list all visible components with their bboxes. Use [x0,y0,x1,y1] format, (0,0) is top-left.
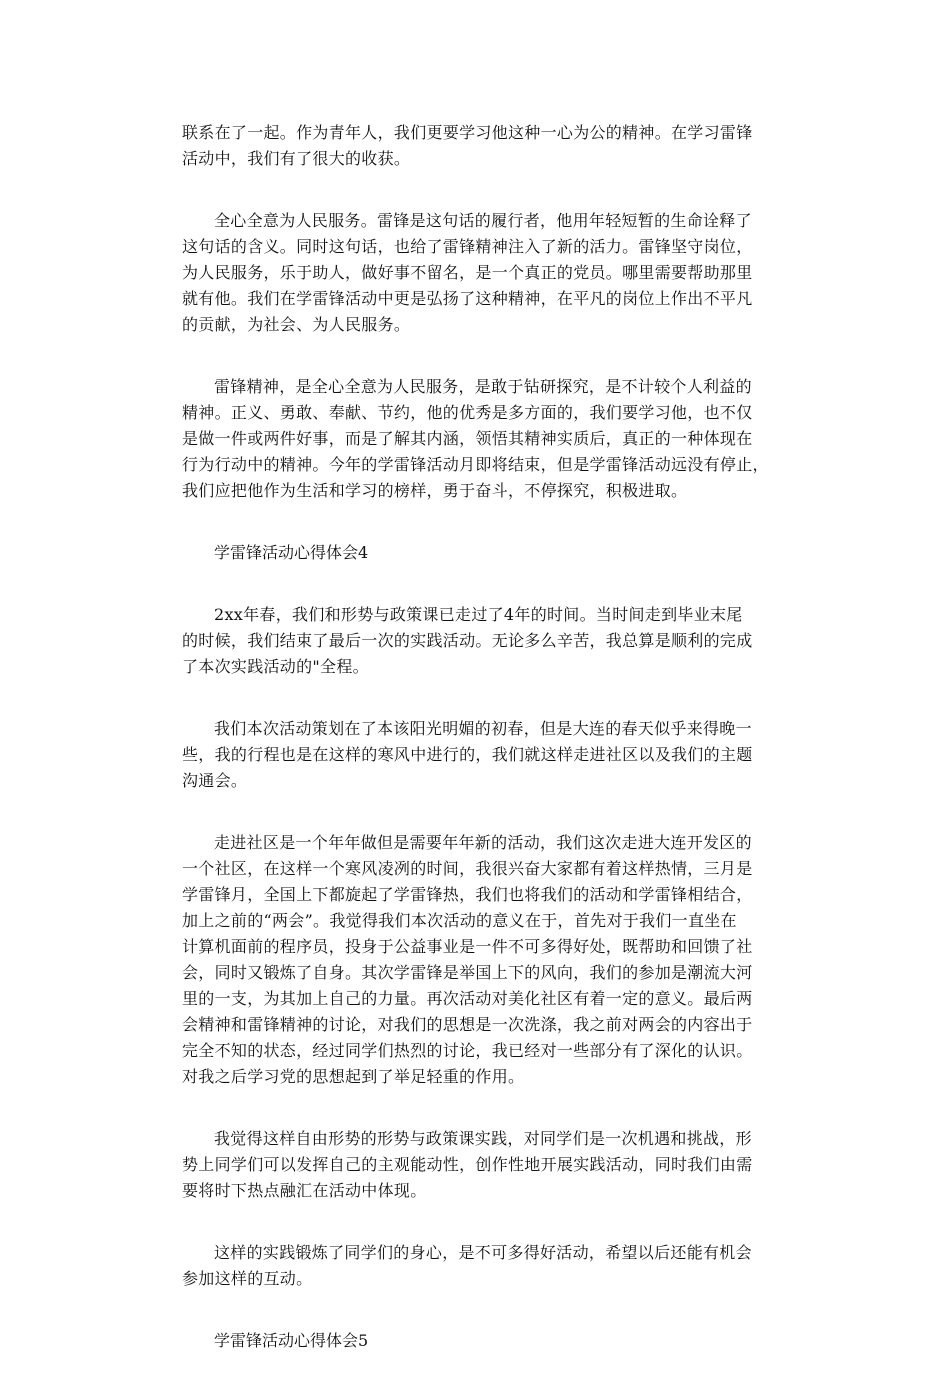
paragraph-line: 完全不知的状态，经过同学们热烈的讨论，我已经对一些部分有了深化的认识。 [182,1041,753,1060]
paragraph-line: 活动中，我们有了很大的收获。 [182,149,411,168]
paragraph-line: 沟通会。 [182,771,248,790]
paragraph-line: 的贡献，为社会、为人民服务。 [182,315,411,334]
paragraph [182,1240,780,1292]
paragraph-line: 雷锋精神，是全心全意为人民服务，是敢于钻研探究，是不计较个人利益的 [214,377,752,396]
section-heading [182,1328,780,1354]
paragraph-line: 行为行动中的精神。今年的学雷锋活动月即将结束，但是学雷锋活动远没有停止， [182,455,769,474]
paragraph-line: 加上之前的“两会”。我觉得我们本次活动的意义在于，首先对于我们一直坐在 [182,911,737,930]
paragraph [182,374,780,504]
paragraph-line: 我们本次活动策划在了本该阳光明媚的初春，但是大连的春天似乎来得晚一 [214,719,752,738]
section-heading [182,540,780,566]
paragraph-line: 走进社区是一个年年做但是需要年年新的活动，我们这次走进大连开发区的 [214,833,752,852]
paragraph-line: 会精神和雷锋精神的讨论，对我们的思想是一次洗涤，我之前对两会的内容出于 [182,1015,753,1034]
paragraph-line: 我觉得这样自由形势的形势与政策课实践，对同学们是一次机遇和挑战，形 [214,1129,752,1148]
paragraph-line: 精神。正义、勇敢、奉献、节约，他的优秀是多方面的，我们要学习他，也不仅 [182,403,753,422]
paragraph-line: 为人民服务，乐于助人，做好事不留名，是一个真正的党员。哪里需要帮助那里 [182,263,753,282]
paragraph-line: 就有他。我们在学雷锋活动中更是弘扬了这种精神，在平凡的岗位上作出不平凡 [182,289,753,308]
paragraph-line: 要将时下热点融汇在活动中体现。 [182,1181,427,1200]
paragraph-line: 学雷锋月，全国上下都旋起了学雷锋热，我们也将我们的活动和学雷锋相结合， [182,885,753,904]
paragraph-line: 会，同时又锻炼了自身。其次学雷锋是举国上下的风向，我们的参加是潮流大河 [182,963,753,982]
paragraph-line: 的时候，我们结束了最后一次的实践活动。无论多么辛苦，我总算是顺利的完成 [182,631,753,650]
paragraph-line: 2xx年春，我们和形势与政策课已走过了4年的时间。当时间走到毕业末尾 [214,605,743,624]
paragraph-line: 这样的实践锻炼了同学们的身心，是不可多得好活动，希望以后还能有机会 [214,1243,752,1262]
document-page [182,120,780,1390]
paragraph [182,120,780,172]
paragraph-line: 学雷锋活动心得体会5 [214,1331,369,1350]
paragraph [182,716,780,794]
paragraph-line: 我们应把他作为生活和学习的榜样，勇于奋斗，不停探究，积极进取。 [182,481,688,500]
paragraph-line: 里的一支，为其加上自己的力量。再次活动对美化社区有着一定的意义。最后两 [182,989,753,1008]
paragraph-line: 计算机面前的程序员，投身于公益事业是一件不可多得好处，既帮助和回馈了社 [182,937,753,956]
paragraph-line: 对我之后学习党的思想起到了举足轻重的作用。 [182,1067,525,1086]
paragraph [182,830,780,1090]
paragraph-line: 参加这样的互动。 [182,1269,313,1288]
paragraph [182,208,780,338]
paragraph-line: 了本次实践活动的"全程。 [182,657,369,676]
paragraph-line: 这句话的含义。同时这句话，也给了雷锋精神注入了新的活力。雷锋坚守岗位， [182,237,753,256]
paragraph-line: 是做一件或两件好事，而是了解其内涵，领悟其精神实质后，真正的一种体现在 [182,429,753,448]
paragraph-line: 势上同学们可以发挥自己的主观能动性，创作性地开展实践活动，同时我们由需 [182,1155,753,1174]
paragraph-line: 全心全意为人民服务。雷锋是这句话的履行者，他用年轻短暂的生命诠释了 [214,211,752,230]
paragraph-line: 联系在了一起。作为青年人，我们更要学习他这种一心为公的精神。在学习雷锋 [182,123,753,142]
paragraph [182,1126,780,1204]
paragraph-line: 学雷锋活动心得体会4 [214,543,369,562]
paragraph-line: 一个社区，在这样一个寒风凌冽的时间，我很兴奋大家都有着这样热情，三月是 [182,859,753,878]
paragraph-line: 些，我的行程也是在这样的寒风中进行的，我们就这样走进社区以及我们的主题 [182,745,753,764]
paragraph [182,602,780,680]
